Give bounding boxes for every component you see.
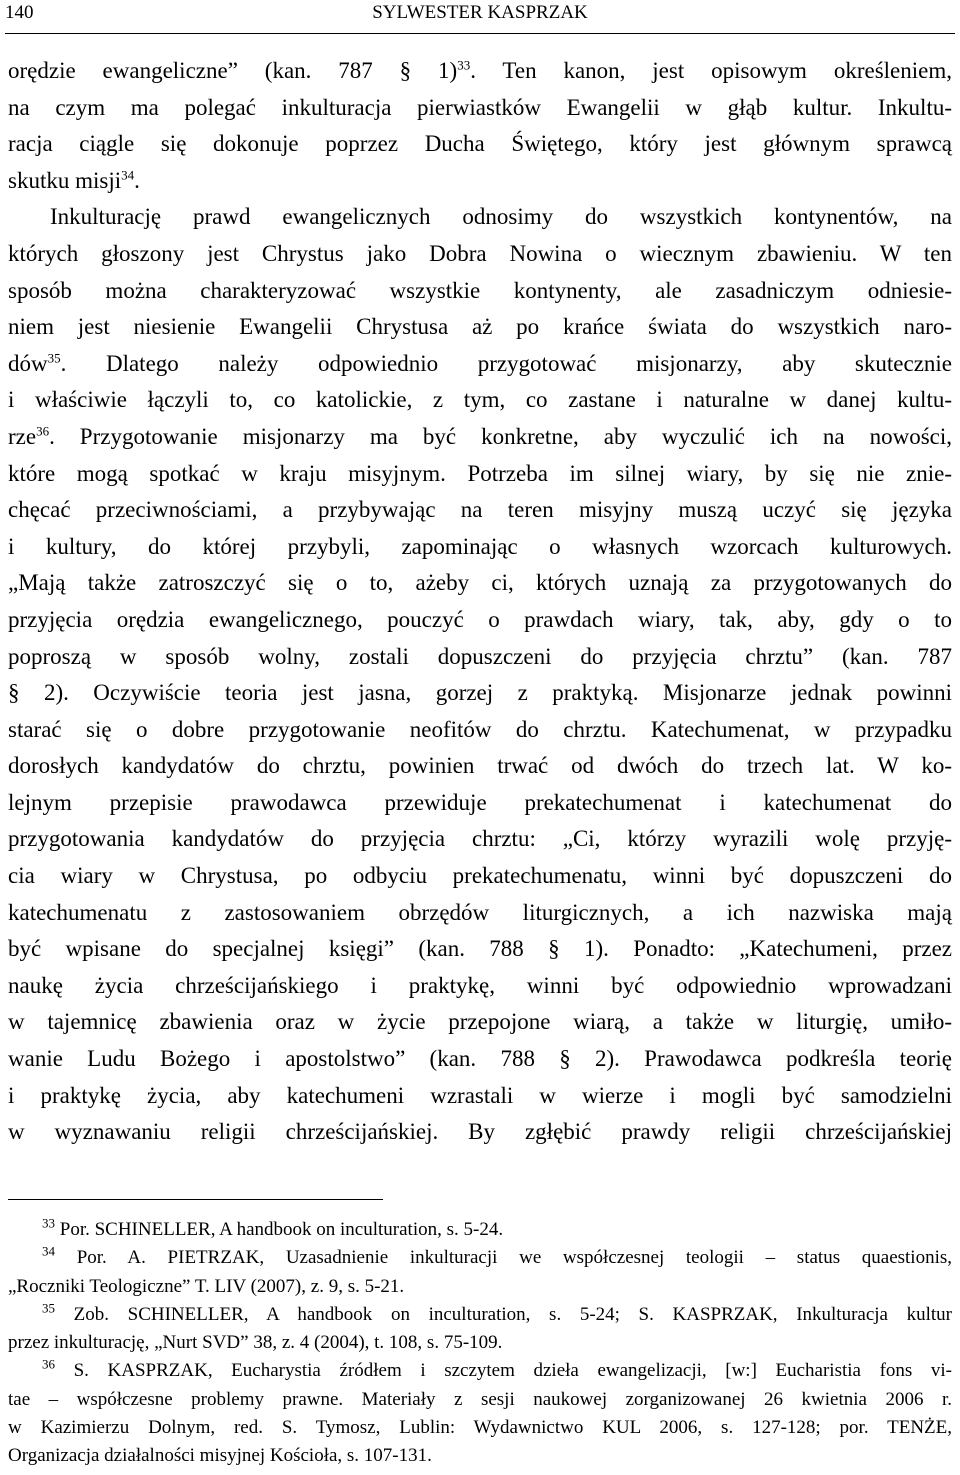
- text-line: przygotowania kandydatów do przyjęcia chrztu: „Ci, którzy wyrazili wolę przyję-: [8, 826, 952, 852]
- main-text: [8, 53, 952, 1151]
- footnote-number: 34: [42, 1243, 55, 1259]
- footnote-line: $^{34}$ Por. A. PIETRZAK, Uzasadnienie inkulturacji we współczesnej teologii – status quaestionis,: [42, 1243, 953, 1269]
- text-line: i kultury, do której przybyli, zapominając o własnych wzorcach kulturowych.: [8, 533, 952, 559]
- text-line: cia wiary w Chrystusa, po odbyciu prekatechumenatu, winni być dopuszczeni do: [8, 863, 952, 889]
- text-line: skutku misji$^{34}$.: [8, 167, 140, 193]
- footnote-line: tae – współczesne problemy prawne. Materiały z sesji naukowej zorganizowanej 26 kwietnia 2006 r.: [8, 1388, 952, 1410]
- text-line: Inkulturację prawd ewangelicznych odnosimy do wszystkich kontynentów, na: [50, 204, 952, 230]
- text-line: których głoszony jest Chrystus jako Dobra Nowina o wiecznym zbawieniu. W ten: [8, 240, 952, 266]
- text-line: naukę życia chrześcijańskiego i praktykę, winni być odpowiednio wprowadzani: [8, 972, 952, 998]
- footnote-line: $^{33}$ Por. SCHINELLER, A handbook on inculturation, s. 5-24.: [42, 1215, 504, 1240]
- text-line: na czym ma polegać inkulturacja pierwiastków Ewangelii w głąb kultur. Inkultu-: [8, 94, 952, 120]
- footnote-separator: [8, 1199, 383, 1200]
- text-line: rze$^{36}$. Przygotowanie misjonarzy ma być konkretne, aby wyczulić ich na nowości,: [8, 423, 952, 449]
- footnote-line: przez inkulturację, „Nurt SVD” 38, z. 4 (2004), t. 108, s. 75-109.: [8, 1332, 503, 1354]
- footnote-line: Organizacja działalności misyjnej Kościoła, s. 107-131.: [8, 1445, 432, 1467]
- running-title: SYLWESTER KASPRZAK: [372, 2, 588, 23]
- text-line: w wyznawaniu religii chrześcijańskiej. By zgłębić prawdy religii chrześcijańskiej: [8, 1119, 952, 1145]
- footnote-line: $^{35}$ Zob. SCHINELLER, A handbook on inculturation, s. 5-24; S. KASPRZAK, Inkulturacja kultur: [42, 1300, 952, 1325]
- text-line: w tajemnicę zbawienia oraz w życie przepojone wiarą, a także w liturgię, umiło-: [8, 1009, 952, 1035]
- text-line: dów$^{35}$. Dlatego należy odpowiednio przygotować misjonarzy, aby skutecznie: [8, 350, 952, 376]
- footnote-number: 35: [42, 1300, 55, 1316]
- text-line: „Mają także zatroszczyć się o to, ażeby ci, których uznają za przygotowanych do: [8, 570, 952, 596]
- running-header: [5, 0, 955, 34]
- text-line: orędzie ewangeliczne” (kan. 787 § 1)$^{33}$. Ten kanon, jest opisowym określeniem,: [8, 57, 952, 83]
- footnote-ref: 36: [36, 423, 50, 439]
- text-line: poproszą w sposób wolny, zostali dopuszczeni do przyjęcia chrztu” (kan. 787: [8, 643, 952, 669]
- text-line: katechumenatu z zastosowaniem obrzędów liturgicznych, a ich nazwiska mają: [8, 899, 952, 925]
- footnote-line: $^{36}$ S. KASPRZAK, Eucharystia źródłem i szczytem dzieła ewangelizacji, [w:] Eucharistia fons vi-: [42, 1357, 953, 1382]
- text-line: być wpisane do specjalnej księgi” (kan. 788 § 1). Ponadto: „Katechumeni, przez: [8, 936, 952, 962]
- text-line: i właściwie łączyli to, co katolickie, z tym, co zastane i naturalne w danej kultu-: [8, 387, 952, 413]
- text-line: § 2). Oczywiście teoria jest jasna, gorzej z praktyką. Misjonarze jednak powinni: [8, 680, 952, 706]
- text-line: dorosłych kandydatów do chrztu, powinien trwać od dwóch do trzech lat. W ko-: [8, 753, 952, 779]
- footnote-line: w Kazimierzu Dolnym, red. S. Tymosz, Lublin: Wydawnictwo KUL 2006, s. 127-128; por. TENŻE,: [8, 1417, 952, 1439]
- text-line: wanie Ludu Bożego i apostolstwo” (kan. 788 § 2). Prawodawca podkreśla teorię: [8, 1046, 952, 1072]
- footnote-line: „Roczniki Teologiczne” T. LIV (2007), z. 9, s. 5-21.: [8, 1275, 405, 1297]
- text-line: chęcać przeciwnościami, a przybywając na teren misyjny muszą uczyć się języka: [8, 497, 952, 523]
- footnote-number: 36: [42, 1357, 55, 1373]
- text-line: racja ciągle się dokonuje poprzez Ducha Świętego, który jest głównym sprawcą: [8, 131, 952, 157]
- footnote-ref: 35: [47, 350, 61, 366]
- text-line: i praktykę życia, aby katechumeni wzrastali w wierze i mogli być samodzielni: [8, 1082, 952, 1108]
- text-line: które mogą spotkać w kraju misyjnym. Potrzeba im silnej wiary, by się nie znie-: [8, 460, 952, 486]
- text-line: lejnym przepisie prawodawca przewiduje prekatechumenat i katechumenat do: [8, 789, 952, 815]
- footnote-ref: 34: [121, 167, 135, 183]
- text-line: przyjęcia orędzia ewangelicznego, pouczyć o prawdach wiary, tak, aby, gdy o to: [8, 606, 952, 632]
- text-line: starać się o dobre przygotowanie neofitów do chrztu. Katechumenat, w przypadku: [8, 716, 952, 742]
- footnote-ref: 33: [457, 57, 471, 73]
- text-line: sposób można charakteryzować wszystkie kontynenty, ale zasadniczym odniesie-: [8, 277, 952, 303]
- footnote-number: 33: [42, 1215, 55, 1231]
- text-line: niem jest niesienie Ewangelii Chrystusa aż po krańce świata do wszystkich naro-: [8, 314, 952, 340]
- footnotes: [8, 1216, 952, 1471]
- page-number: 140: [5, 2, 34, 23]
